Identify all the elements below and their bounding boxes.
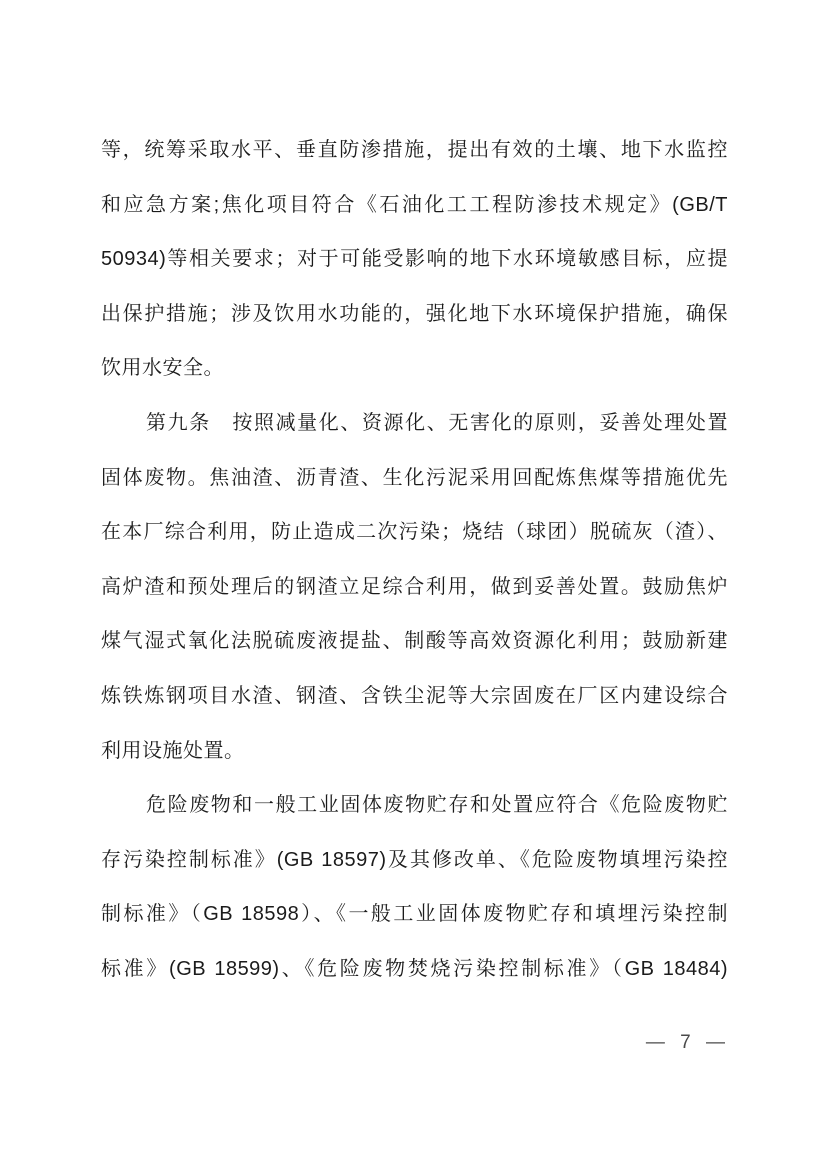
- text-line-16: 标准》(GB 18599)、《危险废物焚烧污染控制标准》（GB 18484): [101, 957, 728, 980]
- text-line-15: 制标准》（GB 18598）、《一般工业固体废物贮存和填埋污染控制: [101, 903, 728, 926]
- text-line-2: 和应急方案;焦化项目符合《石油化工工程防渗技术规定》(GB/T: [101, 193, 728, 216]
- text-line-5: 饮用水安全。: [101, 357, 224, 380]
- document-body: [101, 123, 728, 997]
- page-number: — 7 —: [645, 1032, 728, 1053]
- text-line-1: 等，统筹采取水平、垂直防渗措施，提出有效的土壤、地下水监控: [101, 139, 728, 161]
- text-line-7: 固体废物。焦油渣、沥青渣、生化污泥采用回配炼焦煤等措施优先: [101, 466, 728, 489]
- text-line-10: 煤气湿式氧化法脱硫废液提盐、制酸等高效资源化利用；鼓励新建: [101, 630, 728, 653]
- text-line-9: 高炉渣和预处理后的钢渣立足综合利用，做到妥善处置。鼓励焦炉: [101, 575, 728, 598]
- text-line-14: 存污染控制标准》(GB 18597)及其修改单、《危险废物填埋污染控: [101, 848, 728, 871]
- text-line-11: 炼铁炼钢项目水渣、钢渣、含铁尘泥等大宗固废在厂区内建设综合: [101, 684, 728, 707]
- text-line-4: 出保护措施；涉及饮用水功能的，强化地下水环境保护措施，确保: [101, 302, 728, 325]
- text-line-6: 第九条 按照减量化、资源化、无害化的原则，妥善处理处置: [146, 411, 728, 434]
- text-line-12: 利用设施处置。: [101, 739, 245, 762]
- text-line-8: 在本厂综合利用，防止造成二次污染；烧结（球团）脱硫灰（渣）、: [101, 521, 728, 544]
- text-line-3: 50934)等相关要求；对于可能受影响的地下水环境敏感目标，应提: [101, 248, 728, 271]
- page-footer: [101, 1028, 728, 1058]
- text-line-13: 危险废物和一般工业固体废物贮存和处置应符合《危险废物贮: [146, 794, 728, 817]
